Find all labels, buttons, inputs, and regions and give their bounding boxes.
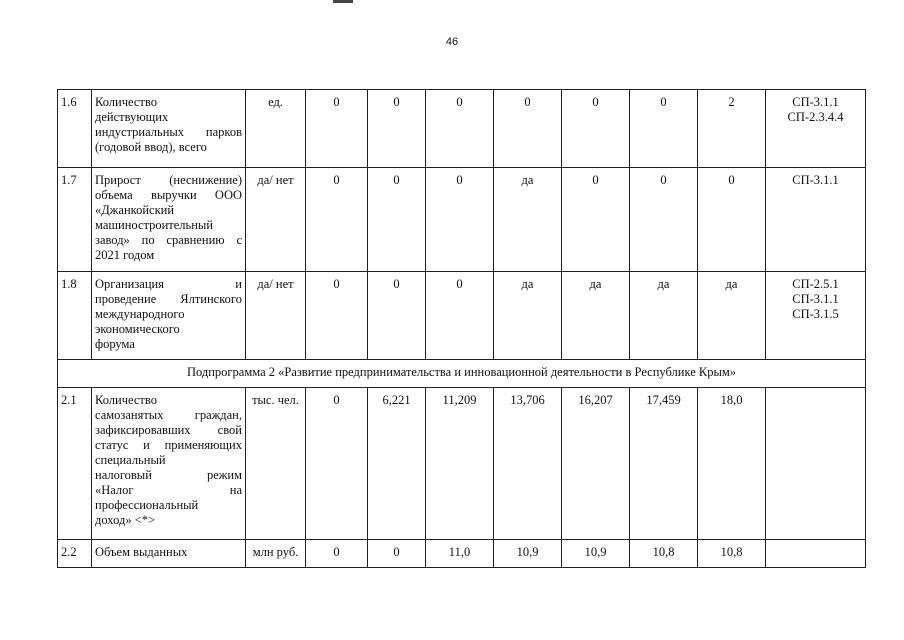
value-cell: да bbox=[494, 272, 562, 360]
indicator-name-line: «Джанкойский bbox=[95, 203, 175, 217]
row-number: 1.7 bbox=[58, 168, 92, 272]
value-cell: 0 bbox=[562, 168, 630, 272]
value-cell: да bbox=[698, 272, 766, 360]
unit-cell: млн руб. bbox=[246, 540, 306, 568]
scan-mark bbox=[333, 0, 353, 3]
value-cell: 0 bbox=[368, 540, 426, 568]
table-row bbox=[58, 540, 866, 568]
value-cell: 0 bbox=[630, 168, 698, 272]
value-cell: 0 bbox=[426, 90, 494, 168]
value-cell: 0 bbox=[368, 168, 426, 272]
row-number: 1.8 bbox=[58, 272, 92, 360]
value-cell: 10,9 bbox=[562, 540, 630, 568]
indicator-name bbox=[92, 272, 246, 360]
unit-cell: ед. bbox=[246, 90, 306, 168]
indicator-name-line: «Налог на bbox=[95, 483, 242, 497]
indicator-name-line: специальный bbox=[95, 453, 166, 467]
strategy-code: СП-3.1.5 bbox=[792, 307, 839, 321]
indicator-name-line: Объем выданных bbox=[95, 545, 188, 559]
indicator-name-line: Прирост (неснижение) bbox=[95, 173, 242, 187]
value-cell: 0 bbox=[368, 90, 426, 168]
page-number: 46 bbox=[445, 36, 459, 48]
unit-cell: да/ нет bbox=[246, 168, 306, 272]
indicator-name-line: индустриальных парков bbox=[95, 125, 242, 139]
value-cell: 10,9 bbox=[494, 540, 562, 568]
value-cell: 2 bbox=[698, 90, 766, 168]
value-cell: 6,221 bbox=[368, 388, 426, 540]
value-cell: да bbox=[494, 168, 562, 272]
value-cell: 0 bbox=[426, 168, 494, 272]
indicator-name-line: форума bbox=[95, 337, 135, 351]
subprogram-title: Подпрограмма 2 «Развитие предпринимательства и инновационной деятельности в Республике Крым» bbox=[58, 360, 866, 388]
table-row bbox=[58, 388, 866, 540]
value-cell: 13,706 bbox=[494, 388, 562, 540]
value-cell: 0 bbox=[306, 388, 368, 540]
indicator-name-line: машиностроительный bbox=[95, 218, 214, 232]
indicator-name-line: объема выручки ООО bbox=[95, 188, 242, 202]
indicator-name-line: профессиональный bbox=[95, 498, 199, 512]
indicator-name bbox=[92, 540, 246, 568]
value-cell: 10,8 bbox=[698, 540, 766, 568]
indicator-name-line: зафиксировавших свой bbox=[95, 423, 242, 437]
indicator-name-line: международного bbox=[95, 307, 185, 321]
value-cell: 0 bbox=[426, 272, 494, 360]
strategy-code-cell bbox=[766, 540, 866, 568]
value-cell: 16,207 bbox=[562, 388, 630, 540]
row-number: 1.6 bbox=[58, 90, 92, 168]
unit-cell: тыс. чел. bbox=[246, 388, 306, 540]
strategy-code: СП-3.1.1 bbox=[792, 173, 839, 187]
indicator-name-line: проведение Ялтинского bbox=[95, 292, 242, 306]
indicator-name-line: доход» <*> bbox=[95, 513, 156, 527]
indicator-name-line: налоговый режим bbox=[95, 468, 242, 482]
value-cell: 0 bbox=[368, 272, 426, 360]
strategy-code: СП-2.3.4.4 bbox=[787, 110, 844, 124]
strategy-code-cell bbox=[766, 168, 866, 272]
subprogram-row bbox=[58, 360, 866, 388]
value-cell: 10,8 bbox=[630, 540, 698, 568]
indicator-name bbox=[92, 388, 246, 540]
indicator-name-line: действующих bbox=[95, 110, 169, 124]
indicator-name bbox=[92, 168, 246, 272]
value-cell: 0 bbox=[562, 90, 630, 168]
strategy-code: СП-2.5.1 bbox=[792, 277, 839, 291]
row-number: 2.1 bbox=[58, 388, 92, 540]
indicator-name-line: Организация и bbox=[95, 277, 242, 291]
indicator-name-line: завод» по сравнению с bbox=[95, 233, 242, 247]
value-cell: 11,209 bbox=[426, 388, 494, 540]
indicator-name-line: экономического bbox=[95, 322, 180, 336]
table-row bbox=[58, 272, 866, 360]
value-cell: 0 bbox=[494, 90, 562, 168]
value-cell: 0 bbox=[630, 90, 698, 168]
indicator-name-line: самозанятых граждан, bbox=[95, 408, 242, 422]
indicator-name-line: (годовой ввод), всего bbox=[95, 140, 207, 154]
strategy-code: СП-3.1.1 bbox=[792, 95, 839, 109]
indicator-name-line: Количество bbox=[95, 95, 157, 109]
unit-cell: да/ нет bbox=[246, 272, 306, 360]
value-cell: 17,459 bbox=[630, 388, 698, 540]
indicator-name bbox=[92, 90, 246, 168]
row-number: 2.2 bbox=[58, 540, 92, 568]
value-cell: 0 bbox=[698, 168, 766, 272]
value-cell: да bbox=[562, 272, 630, 360]
indicator-name-line: 2021 годом bbox=[95, 248, 155, 262]
value-cell: 0 bbox=[306, 272, 368, 360]
strategy-code: СП-3.1.1 bbox=[792, 292, 839, 306]
strategy-code-cell bbox=[766, 90, 866, 168]
value-cell: 11,0 bbox=[426, 540, 494, 568]
value-cell: да bbox=[630, 272, 698, 360]
indicator-name-line: Количество bbox=[95, 393, 157, 407]
value-cell: 0 bbox=[306, 540, 368, 568]
value-cell: 18,0 bbox=[698, 388, 766, 540]
indicators-table bbox=[57, 89, 866, 568]
value-cell: 0 bbox=[306, 90, 368, 168]
strategy-code-cell bbox=[766, 272, 866, 360]
table-row bbox=[58, 168, 866, 272]
strategy-code-cell bbox=[766, 388, 866, 540]
table-row bbox=[58, 90, 866, 168]
value-cell: 0 bbox=[306, 168, 368, 272]
indicator-name-line: статус и применяющих bbox=[95, 438, 242, 452]
